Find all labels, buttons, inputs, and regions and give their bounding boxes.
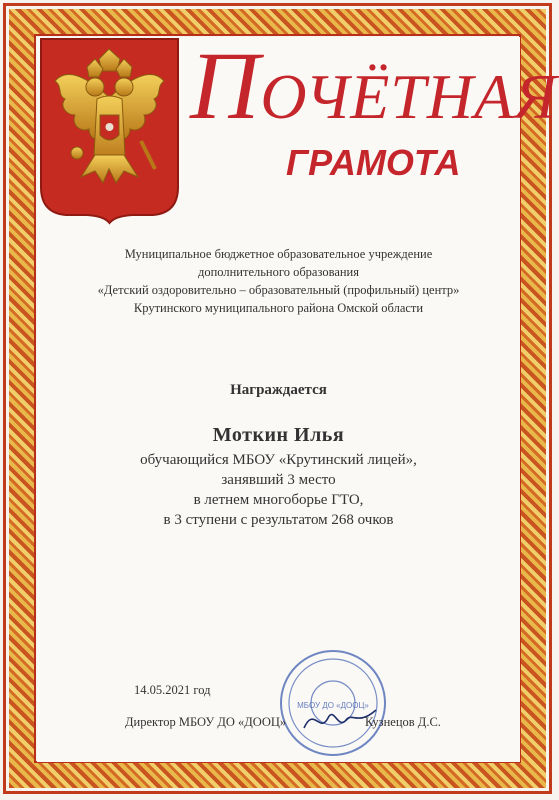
institution-line: «Детский оздоровительно – образовательный (профильный) центр» xyxy=(97,283,460,297)
institution-block xyxy=(37,245,520,317)
award-description xyxy=(37,450,520,530)
issue-date: 14.05.2021 год xyxy=(134,683,211,697)
signer-name: Кузнецов Д.С. xyxy=(365,715,441,729)
stamp-text: МБОУ ДО «ДООЦ» xyxy=(297,701,369,710)
certificate-title-sub: ГРАМОТА xyxy=(286,142,461,183)
coat-of-arms-emblem xyxy=(37,37,182,225)
description-line: в 3 ступени с результатом 268 очков xyxy=(163,512,394,528)
institution-line: Крутинского муниципального района Омской области xyxy=(133,301,424,315)
awarded-label: Награждается xyxy=(230,382,327,398)
double-headed-eagle-icon xyxy=(37,37,182,225)
description-line: в летнем многоборье ГТО, xyxy=(193,492,364,508)
description-line: занявший 3 место xyxy=(221,472,336,488)
signature-title: Директор МБОУ ДО «ДООЦ» xyxy=(125,715,287,729)
institution-line: дополнительного образования xyxy=(197,265,360,279)
institution-line: Муниципальное бюджетное образовательное учреждение xyxy=(124,247,433,261)
certificate-title-main xyxy=(190,32,558,139)
description-line: обучающийся МБОУ «Крутинский лицей», xyxy=(140,452,417,468)
title-text-big: ПОЧЁТНАЯ xyxy=(190,32,558,139)
recipient-name: Моткин Илья xyxy=(212,424,345,446)
